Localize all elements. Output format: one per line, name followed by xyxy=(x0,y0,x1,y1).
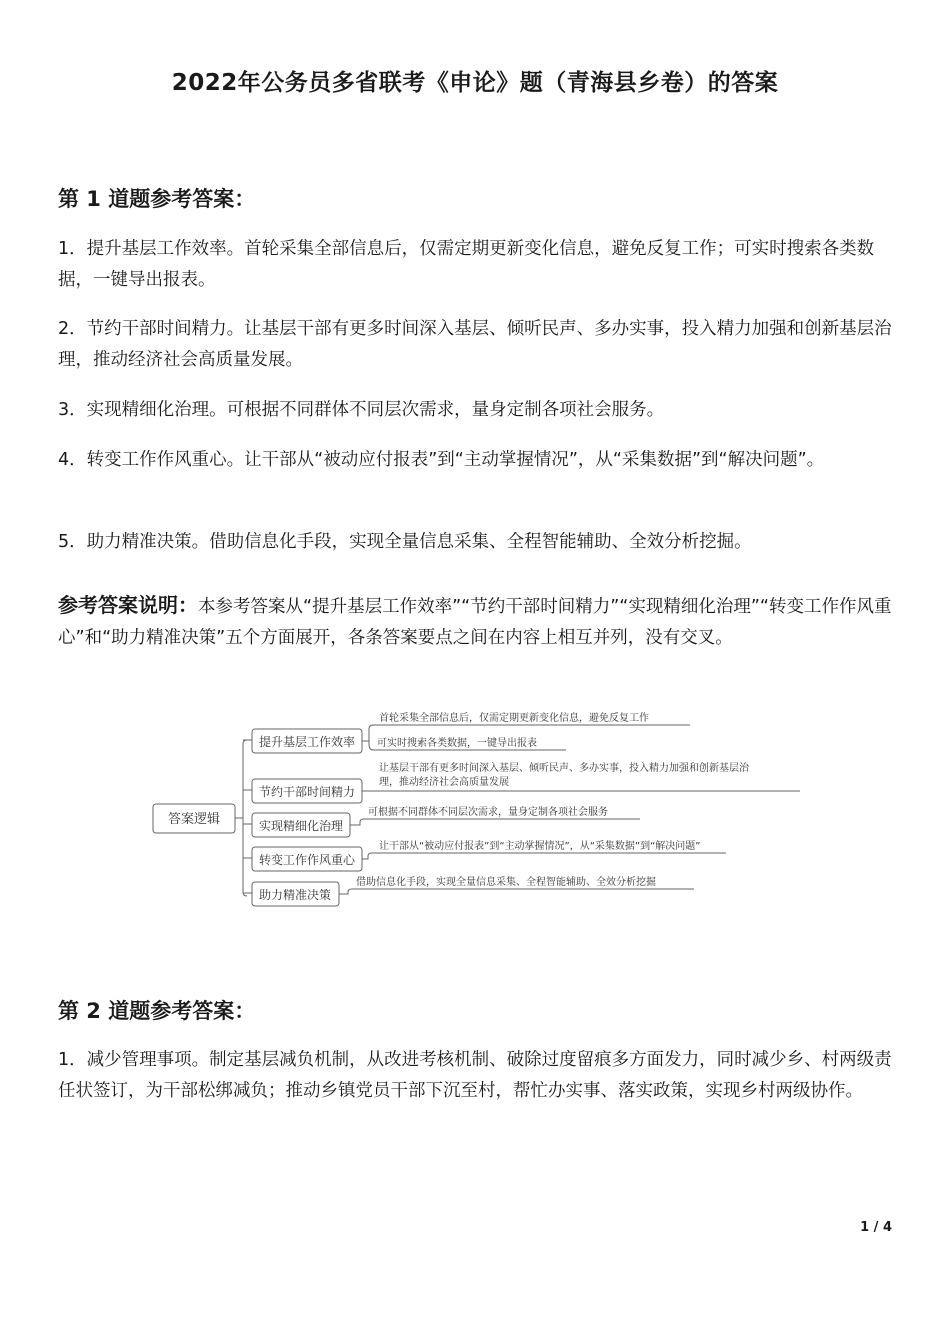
branch-label-1: 提升基层工作效率 xyxy=(258,735,356,749)
leaf-5-1: 借助信息化手段，实现全量信息采集、全程智能辅助、全效分析挖掘 xyxy=(356,877,656,888)
q1-heading: 第 1 道题参考答案： xyxy=(58,187,256,211)
q1-answer-2: 2．节约干部时间精力。让基层干部有更多时间深入基层、倾听民声、多办实事，投入精力加强和创新基层治理，推动经济社会高质量发展。 xyxy=(58,319,892,370)
q1-answer-1: 1．提升基层工作效率。首轮采集全部信息后，仅需定期更新变化信息，避免反复工作；可实时搜索各类数据，一键导出报表。 xyxy=(58,239,875,290)
page-number: 1 / 4 xyxy=(860,1220,892,1235)
leaf-2-1: 让基层干部有更多时间深入基层、倾听民声、多办实事，投入精力加强和创新基层治 xyxy=(379,763,749,774)
answer-logic-mindmap xyxy=(0,700,950,920)
leaf-1-2: 可实时搜索各类数据，一键导出报表 xyxy=(377,738,537,749)
leaf-4-1: 让干部从“被动应付报表”到“主动掌握情况”，从“采集数据”到“解决问题” xyxy=(379,841,701,852)
branch-label-3: 实现精细化治理 xyxy=(258,819,344,833)
q1-answer-4: 4．转变工作作风重心。让干部从“被动应付报表”到“主动掌握情况”，从“采集数据”到“解决问题”。 xyxy=(58,450,825,470)
q2-answer-1: 1．减少管理事项。制定基层减负机制，从改进考核机制、破除过度留痕多方面发力，同时减少乡、村两级责任状签订，为干部松绑减负；推动乡镇党员干部下沉至村，帮忙办实事、落实政策，实现乡村两级协作。 xyxy=(58,1050,892,1101)
document-title: 2022年公务员多省联考《申论》题（青海县乡卷）的答案 xyxy=(171,70,779,96)
q1-answer-3: 3．实现精细化治理。可根据不同群体不同层次需求，量身定制各项社会服务。 xyxy=(58,400,665,420)
branch-label-2: 节约干部时间精力 xyxy=(258,785,356,799)
q1-note-text: 本参考答案从“提升基层工作效率”“节约干部时间精力”“实现精细化治理”“转变工作作风重心”和“助力精准决策”五个方面展开，各条答案要点之间在内容上相互并列，没有交叉。 xyxy=(58,597,892,648)
q2-heading: 第 2 道题参考答案： xyxy=(58,999,256,1023)
branch-label-5: 助力精准决策 xyxy=(258,888,332,902)
q1-note-label: 参考答案说明： xyxy=(58,593,198,617)
branch-label-4: 转变工作作风重心 xyxy=(258,853,356,867)
leaf-1-1: 首轮采集全部信息后，仅需定期更新变化信息，避免反复工作 xyxy=(379,713,649,724)
mindmap-root-label: 答案逻辑 xyxy=(167,812,221,827)
q1-note xyxy=(58,590,898,654)
leaf-2-2: 理，推动经济社会高质量发展 xyxy=(379,777,509,788)
leaf-3-1: 可根据不同群体不同层次需求，量身定制各项社会服务 xyxy=(368,807,608,818)
q1-answer-5: 5．助力精准决策。借助信息化手段，实现全量信息采集、全程智能辅助、全效分析挖掘。 xyxy=(58,532,752,552)
